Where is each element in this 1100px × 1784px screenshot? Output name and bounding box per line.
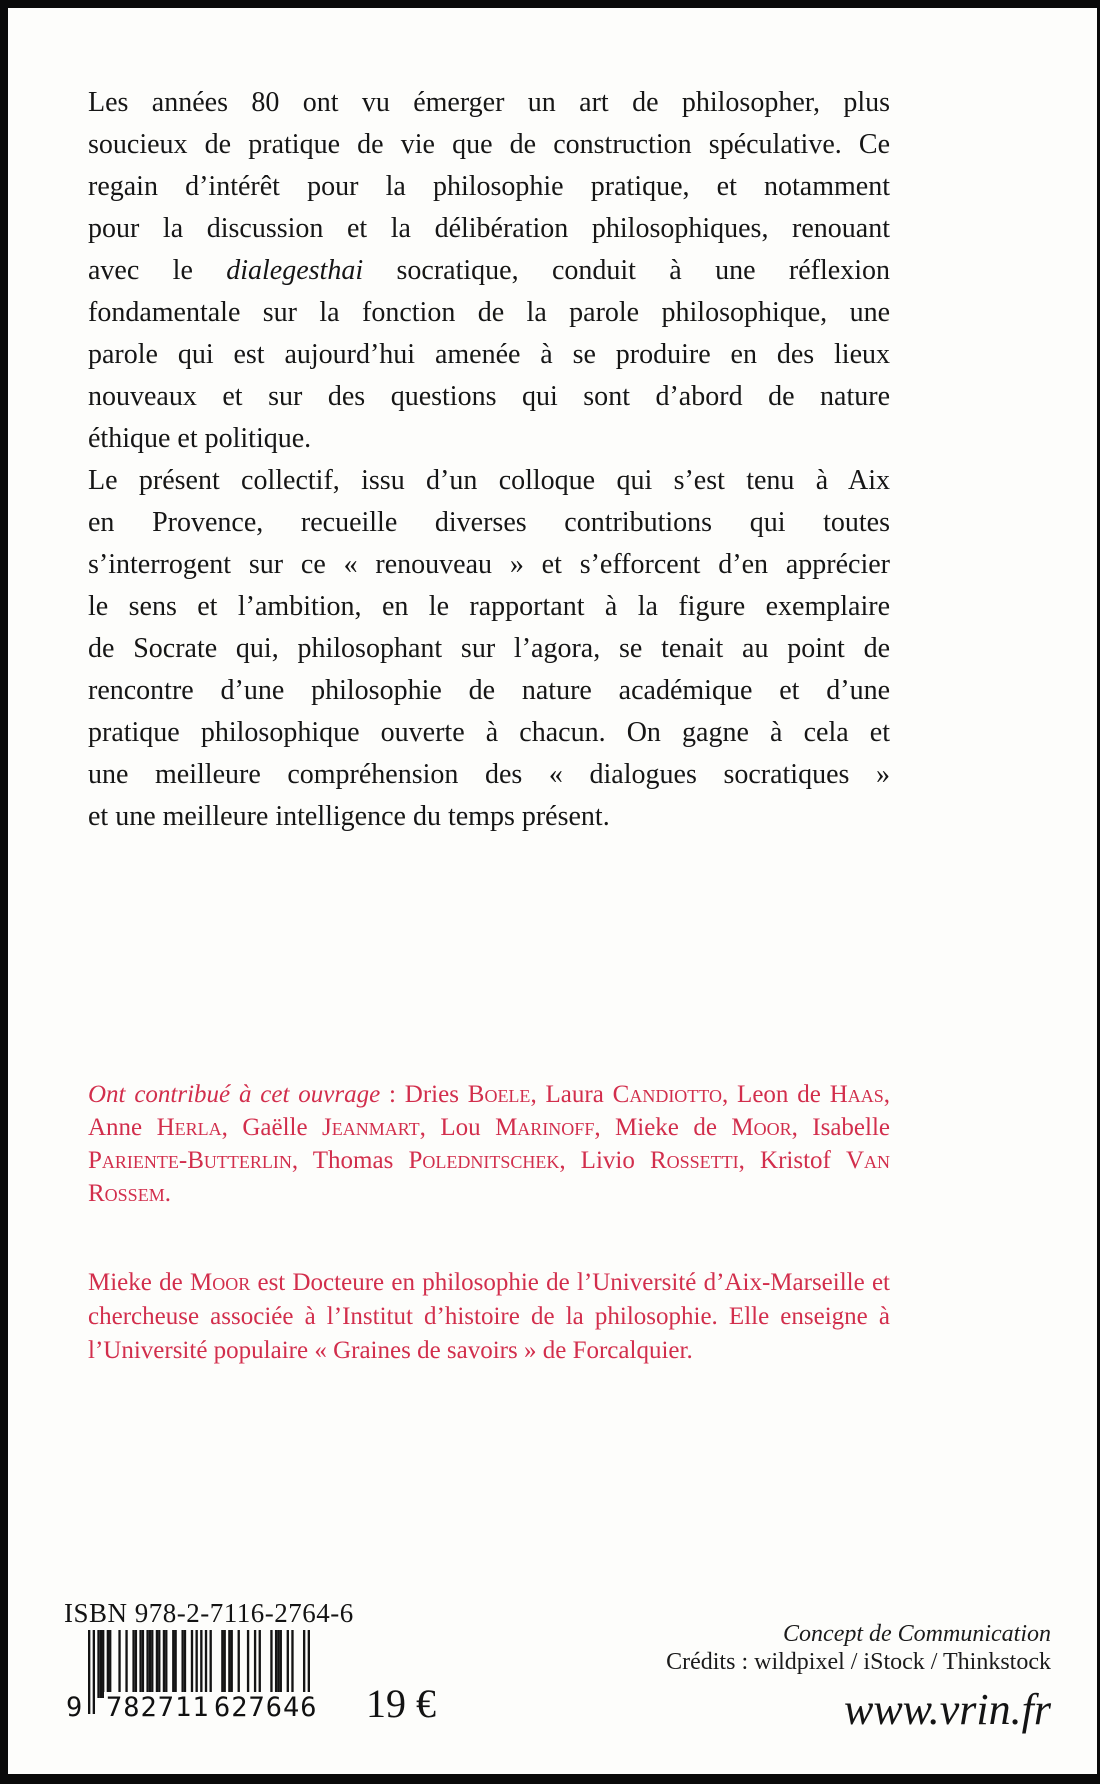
text-line: Mieke de Moor est Docteure en philosophie de l’Université d’Aix-Marseille et bbox=[88, 1269, 890, 1296]
text-line: nouveaux et sur des questions qui sont d’abord de nature bbox=[88, 381, 890, 412]
text-line: et une meilleure intelligence du temps présent. bbox=[88, 801, 610, 832]
text-line: Ont contribué à cet ouvrage : Dries Boele, Laura Candiotto, Leon de Haas, bbox=[88, 1081, 891, 1108]
text-line: pour la discussion et la délibération philosophiques, renouant bbox=[88, 213, 890, 244]
ean13-barcode bbox=[66, 1630, 318, 1726]
text-line: avec le dialegesthai socratique, conduit à une réflexion bbox=[88, 255, 890, 286]
barcode-digit-group-2: 627646 bbox=[214, 1692, 318, 1723]
author-bio-text bbox=[88, 1266, 890, 1368]
text-line: une meilleure compréhension des « dialogues socratiques » bbox=[88, 759, 890, 790]
isbn-label: ISBN 978-2-7116-2764-6 bbox=[64, 1598, 354, 1628]
credits-concept-line: Concept de Communication bbox=[783, 1621, 1051, 1647]
synopsis-text bbox=[88, 82, 890, 838]
contributors-text bbox=[88, 1078, 890, 1210]
text-line: Les années 80 ont vu émerger un art de philosopher, plus bbox=[88, 87, 890, 118]
text-line: éthique et politique. bbox=[88, 423, 312, 454]
text-line: regain d’intérêt pour la philosophie pratique, et notamment bbox=[88, 171, 890, 202]
text-line: Rossem. bbox=[88, 1180, 171, 1207]
text-line: parole qui est aujourd’hui amenée à se produire en des lieux bbox=[88, 339, 890, 370]
text-line: Pariente-Butterlin, Thomas Polednitschek, Livio Rossetti, Kristof Van bbox=[88, 1147, 891, 1174]
text-line: rencontre d’une philosophie de nature académique et d’une bbox=[88, 675, 890, 706]
text-line: Anne Herla, Gaëlle Jeanmart, Lou Marinoff, Mieke de Moor, Isabelle bbox=[88, 1114, 891, 1141]
text-line: s’interrogent sur ce « renouveau » et s’efforcent d’en apprécier bbox=[88, 549, 890, 580]
text-line: soucieux de pratique de vie que de construction spéculative. Ce bbox=[88, 129, 890, 160]
text-line: Le présent collectif, issu d’un colloque qui s’est tenu à Aix bbox=[88, 465, 890, 496]
text-line: de Socrate qui, philosophant sur l’agora, se tenait au point de bbox=[88, 633, 890, 664]
barcode-digit-group-1: 782711 bbox=[106, 1692, 210, 1723]
text-line: le sens et l’ambition, en le rapportant à la figure exemplaire bbox=[88, 591, 890, 622]
text-line: en Provence, recueille diverses contributions qui toutes bbox=[88, 507, 890, 538]
text-line: chercheuse associée à l’Institut d’histoire de la philosophie. Elle enseigne à bbox=[88, 1303, 890, 1330]
publisher-website: www.vrin.fr bbox=[843, 1685, 1051, 1734]
price-label: 19 € bbox=[366, 1681, 436, 1726]
credits-block bbox=[551, 1620, 1051, 1676]
credits-photo-line: Crédits : wildpixel / iStock / Thinkstock bbox=[666, 1649, 1051, 1675]
text-line: l’Université populaire « Graines de savoirs » de Forcalquier. bbox=[88, 1337, 693, 1364]
text-line: pratique philosophique ouverte à chacun. On gagne à cela et bbox=[88, 717, 890, 748]
text-line: fondamentale sur la fonction de la parole philosophique, une bbox=[88, 297, 890, 328]
barcode-digit-leading: 9 bbox=[66, 1692, 84, 1723]
